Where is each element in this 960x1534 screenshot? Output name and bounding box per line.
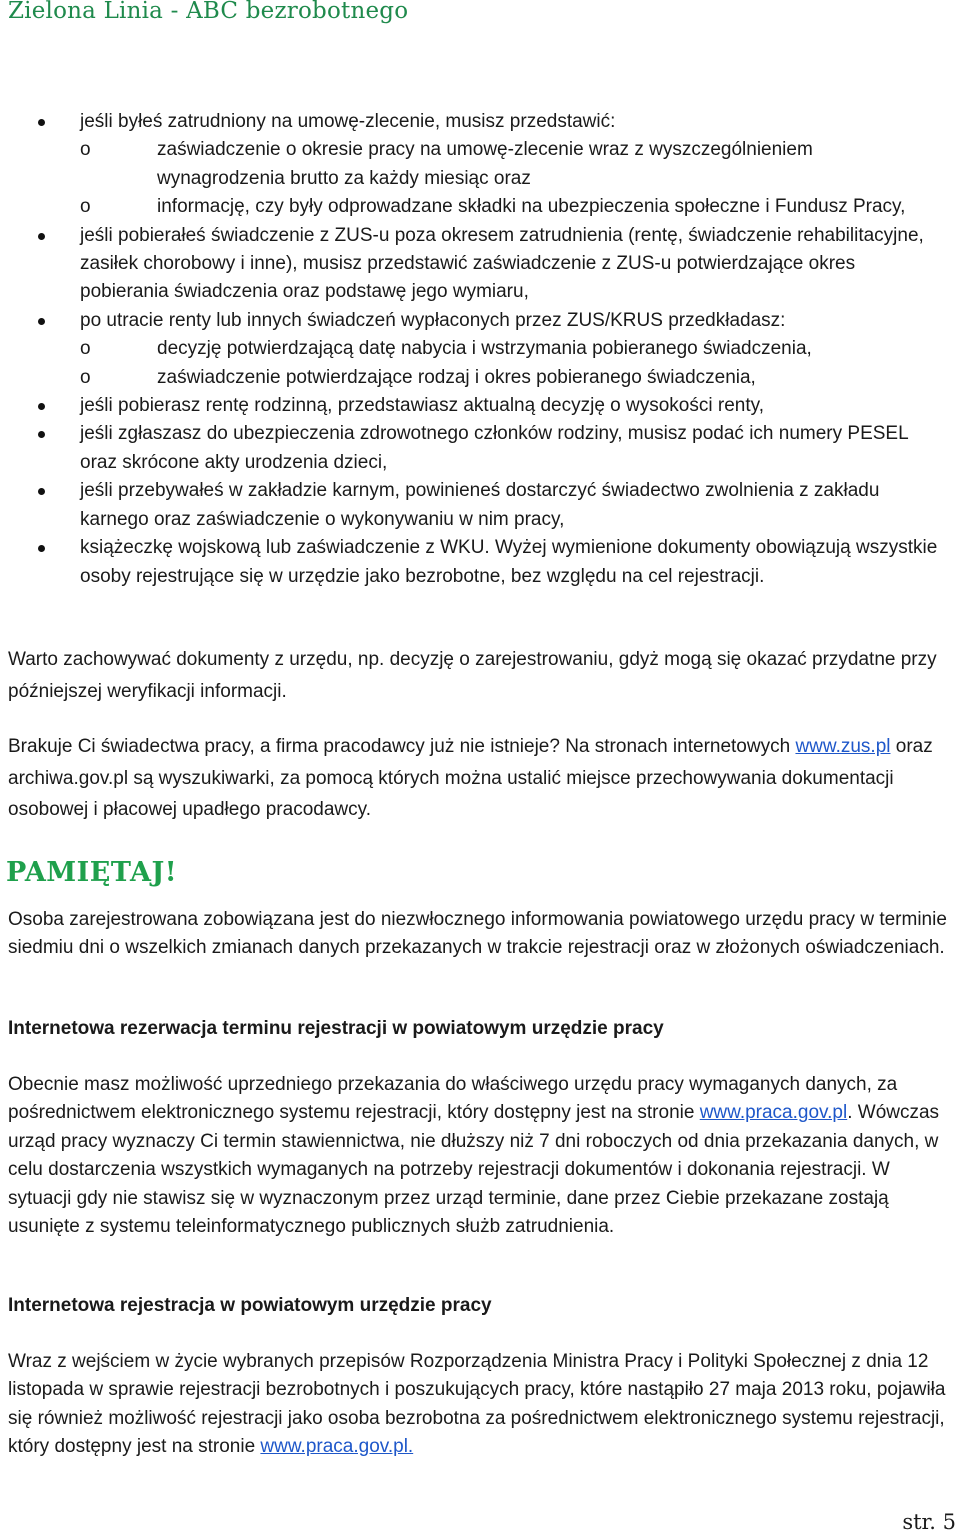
missing-certificate-paragraph [8,731,953,826]
paragraph-text: . Wówczas urząd pracy wyznaczy Ci termin stawiennictwa, nie dłuższy niż 7 dni roboczych od dnia przekazania danych, w celu dostarczenia wszystkich wymaganych na potrzeby rejestracji dokumentów i dokonania rejestracji. W sytuacji gdy nie stawisz się w wyznaczonym przez urząd terminie, dane przez Ciebie przekazane zostają usunięte z systemu teleinformatycznego publicznych służb zatrudnienia. [8,1102,940,1238]
bullet-icon [38,488,45,495]
bullet-icon [38,233,45,240]
praca-gov-link[interactable]: www.praca.gov.pl [699,1102,848,1124]
page-number: str. 5 [902,1510,956,1534]
paragraph-text: Brakuje Ci świadectwa pracy, a firma pracodawcy już nie istnieje? Na stronach internetowych [8,736,796,757]
sub-list-item [0,364,960,392]
list-item-text: po utracie renty lub innych świadczeń wypłaconych przez ZUS/KRUS przedkładasz: [80,309,786,331]
list-item [0,420,960,477]
list-item [0,222,960,307]
remember-paragraph: Osoba zarejestrowana zobowiązana jest do niezwłocznego informowania powiatowego urzędu pracy w terminie siedmiu dni o wszelkich zmianach danych przekazanych w trakcie rejestracji oraz w złożonych oświadczeniach. [8,909,947,959]
circle-bullet-icon: o [80,366,91,388]
list-item [0,534,960,591]
sub-list-item [0,193,960,221]
paragraph-text: Obecnie masz możliwość uprzedniego przekazania do właściwego urzędu pracy wymaganych danych, za pośrednictwem elektronicznego systemu rejestracji, który dostępny jest na stronie [8,1074,898,1124]
document-header-title: Zielona Linia - ABC bezrobotnego [8,0,409,24]
list-item-text: jeśli przebywałeś w zakładzie karnym, powinieneś dostarczyć świadectwo zwolnienia z zakładu karnego oraz zaświadczenie o wykonywaniu w nim pracy, [80,480,880,530]
remember-heading: PAMIĘTAJ! [6,857,178,888]
bullet-icon [38,545,45,552]
sub-list-item-text: zaświadczenie potwierdzające rodzaj i okres pobieranego świadczenia, [157,366,756,388]
list-item-text: jeśli byłeś zatrudniony na umowę-zlecenie, musisz przedstawić: [80,111,616,132]
sub-list-item-text: informację, czy były odprowadzane składki na ubezpieczenia społeczne i Fundusz Pracy, [157,196,906,218]
sub-list-item-text: zaświadczenie o okresie pracy na umowę-zlecenie wraz z wyszczególnieniem wynagrodzenia brutto za każdy miesiąc oraz [157,139,813,189]
bullet-icon [38,403,45,410]
paragraph-text: oraz archiwa.gov.pl są wyszukiwarki, za pomocą których można ustalić miejsce przechowywania dokumentacji osobowej i płacowej upadłego pracodawcy. [8,736,933,820]
reservation-section-heading: Internetowa rezerwacja terminu rejestracji w powiatowym urzędzie pracy [8,1018,664,1039]
list-item [0,392,960,420]
bullet-icon [38,119,45,126]
list-item-text: książeczkę wojskową lub zaświadczenie z WKU. Wyżej wymienione dokumenty obowiązują wszystkie osoby rejestrujące się w urzędzie jako bezrobotne, bez względu na cel rejestracji. [80,537,938,587]
list-item [0,477,960,534]
bullet-icon [38,431,45,438]
praca-gov-link[interactable]: www.praca.gov.pl. [260,1436,414,1458]
registration-paragraph [8,1348,953,1462]
reservation-paragraph [8,1071,953,1241]
list-item [0,108,960,136]
list-item-text: jeśli pobierałeś świadczenie z ZUS-u poza okresem zatrudnienia (rentę, świadczenie rehabilitacyjne, zasiłek chorobowy i inne), musisz przedstawić zaświadczenie z ZUS-u potwierdzające okres pobierania świadczenia oraz podstawę jego wymiaru, [80,224,924,303]
circle-bullet-icon: o [80,139,91,161]
circle-bullet-icon: o [80,196,91,218]
sub-list-item [0,136,960,193]
paragraph-text: Wraz z wejściem w życie wybranych przepisów Rozporządzenia Ministra Pracy i Polityki Społecznej z dnia 12 listopada w sprawie rejestracji bezrobotnych i poszukujących pracy, które nastąpiło 27 maja 2013 roku, pojawiła się również możliwość rejestracji jako osoba bezrobotna za pośrednictwem elektronicznego systemu rejestracji, który dostępny jest na stronie [8,1351,946,1458]
list-item-text: jeśli pobierasz rentę rodzinną, przedstawiasz aktualną decyzję o wysokości renty, [80,395,764,417]
required-documents-list [0,108,960,591]
sub-list-item-text: decyzję potwierdzającą datę nabycia i wstrzymania pobieranego świadczenia, [157,338,812,360]
bullet-icon [38,318,45,325]
sub-list-item [0,335,960,363]
registration-section-heading: Internetowa rejestracja w powiatowym urzędzie pracy [8,1295,492,1316]
circle-bullet-icon: o [80,338,91,360]
list-item-text: jeśli zgłaszasz do ubezpieczenia zdrowotnego członków rodziny, musisz podać ich numery PESEL oraz skrócone akty urodzenia dzieci, [80,423,908,473]
list-item [0,307,960,335]
keep-documents-paragraph: Warto zachowywać dokumenty z urzędu, np. decyzję o zarejestrowaniu, gdyż mogą się okazać przydatne przy późniejszej weryfikacji informacji. [8,649,937,702]
zus-link[interactable]: www.zus.pl [795,736,891,757]
